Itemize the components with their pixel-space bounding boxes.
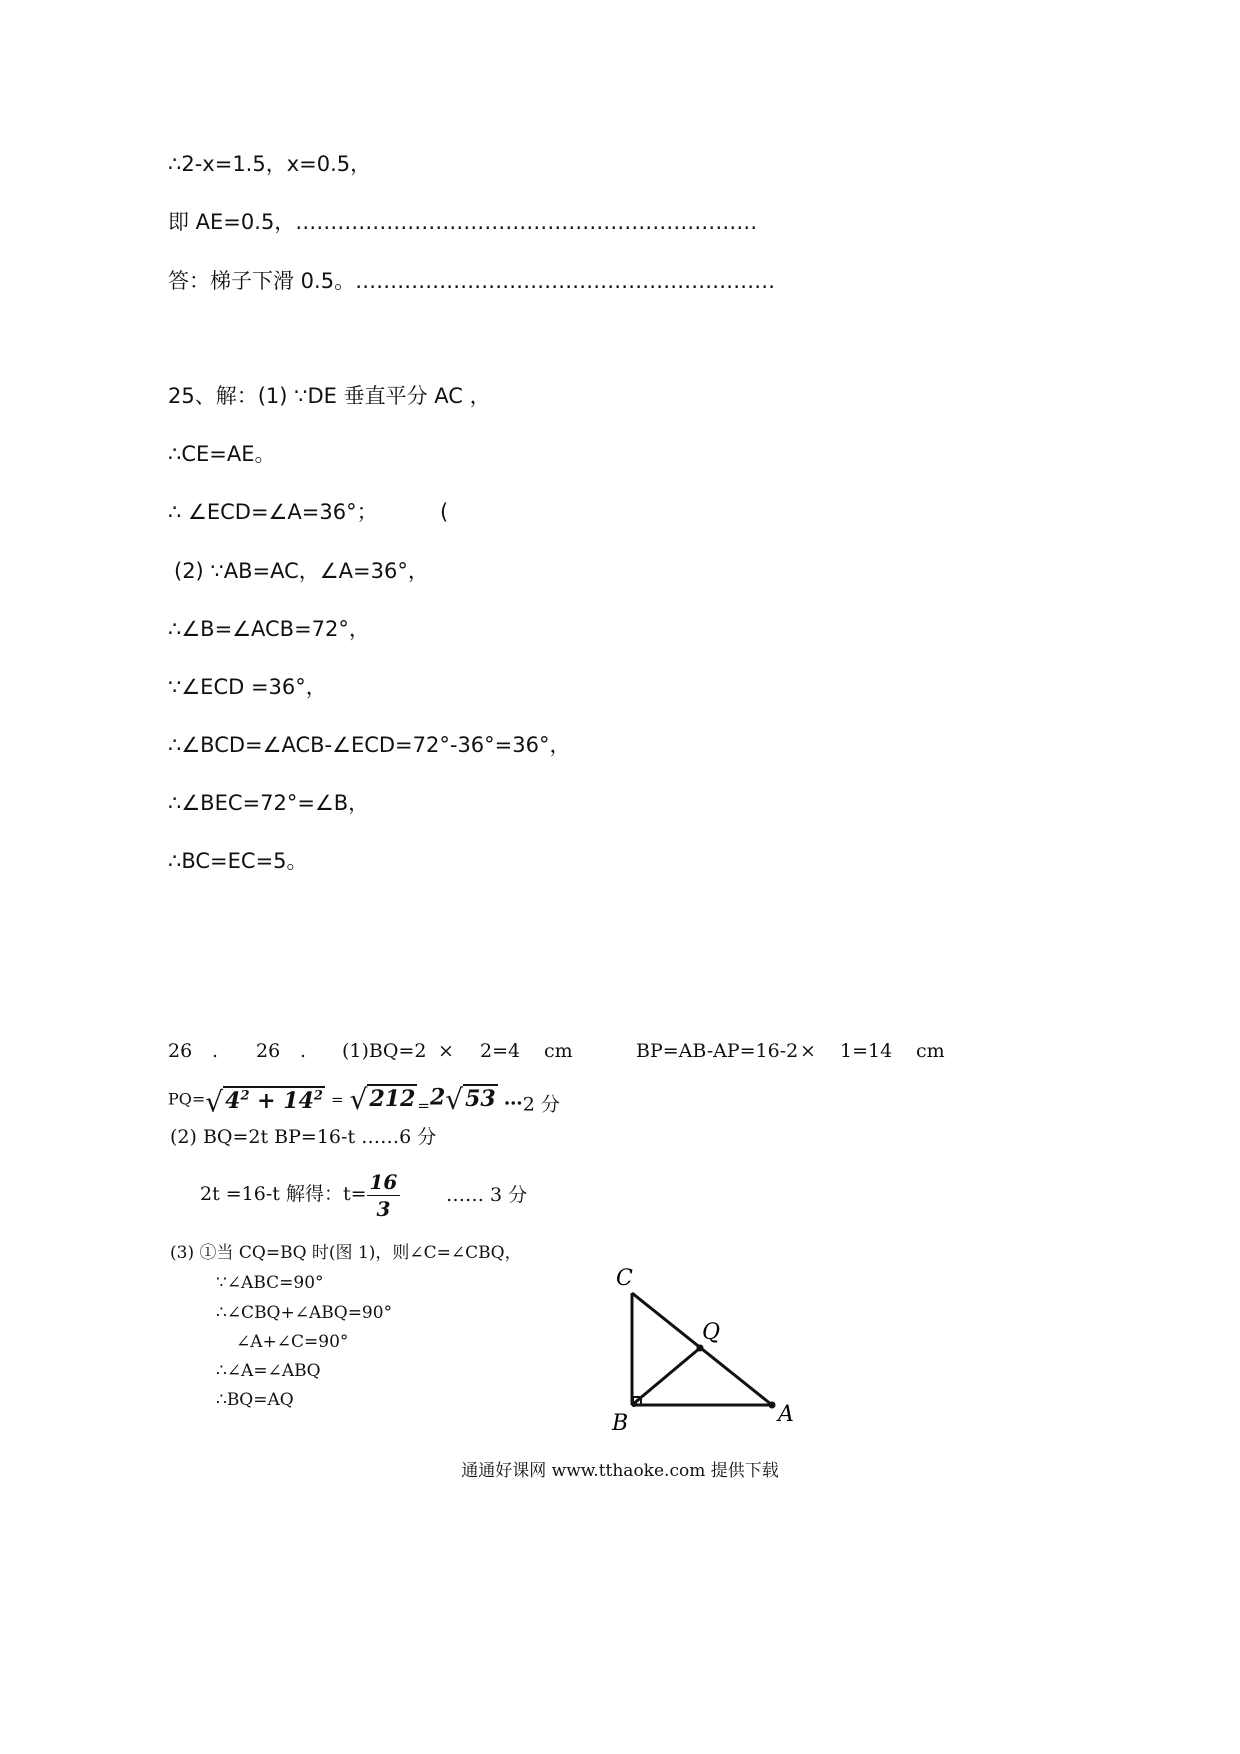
solution-line: ∴∠BCD=∠ACB-∠ECD=72°-36°=36°， [168,733,571,757]
heading-token: BP=AB-AP=16-2 [636,1040,799,1062]
equation-line [200,1166,400,1222]
answer-line: 答：梯子下滑 0.5。…………………………………………………… [168,269,776,293]
solution-line: (2) BQ=2t BP=16-t ……6 分 [170,1126,437,1148]
solution-line: ∴∠BEC=72°=∠B， [168,791,370,815]
point-a [769,1402,776,1409]
page-footer: 通通好课网 www.tthaoke.com 提供下载 [461,1461,779,1481]
denominator: 3 [376,1196,391,1221]
solution-line: ∠A+∠C=90° [236,1332,349,1352]
solution-line: ∵∠ABC=90° [216,1273,324,1293]
solution-line: (2) ∵AB=AC，∠A=36°， [174,559,429,583]
sqrt-expression: √212 [349,1083,416,1117]
coefficient: 2 [429,1084,446,1111]
segment-bq [632,1348,700,1405]
term: 4 [225,1088,241,1115]
solution-line: (3) ①当 CQ=BQ 时(图 1)，则∠C=∠CBQ， [170,1243,522,1263]
equation-text: 2t =16-t 解得：t= [200,1183,367,1205]
label-b: B [612,1411,629,1436]
stray-paren: ( [440,500,449,524]
operator: + [249,1088,284,1115]
pq-formula [168,1078,560,1125]
heading-token: . [300,1040,307,1062]
score: …… 3 分 [446,1184,528,1206]
heading-token: 26 [168,1040,193,1062]
exponent: 2 [313,1089,323,1104]
dots: … [503,1087,523,1110]
heading-token: cm [544,1040,573,1062]
solution-line: ∵∠ECD =36°， [168,675,327,699]
heading-token: . [212,1040,219,1062]
solution-line: ∴BQ=AQ [216,1390,294,1410]
solution-line: 即 AE=0.5，………………………………………………………… [168,210,758,234]
heading-token: × [438,1040,454,1062]
heading-token: 1=14 [840,1040,893,1062]
radical-sign: √ [349,1083,368,1117]
point-q [697,1345,704,1352]
label-q: Q [702,1320,721,1345]
solution-line: ∴∠CBQ+∠ABQ=90° [216,1303,393,1323]
heading-token: × [800,1040,816,1062]
heading-token: 26 [256,1040,281,1062]
label-c: C [616,1266,633,1291]
triangle-figure [600,1255,820,1455]
radical-sign: √ [445,1083,464,1117]
solution-line: ∴CE=AE。 [168,442,276,466]
solution-line: ∴∠B=∠ACB=72°， [168,617,370,641]
heading-token: cm [916,1040,945,1062]
heading-token: 2=4 [480,1040,521,1062]
fraction [367,1169,401,1222]
equals: = [330,1090,344,1109]
score: 2 分 [522,1093,560,1116]
point-b [631,1401,637,1407]
solution-line: ∴ ∠ECD=∠A=36°； [168,500,378,524]
term: 14 [283,1088,314,1115]
problem-25-heading: 25、解：(1) ∵DE 垂直平分 AC ， [168,384,491,408]
equals: = [417,1096,430,1115]
radical-sign: √ [205,1085,224,1119]
solution-line: ∴2-x=1.5，x=0.5， [168,152,372,176]
sqrt-expression: √53 [445,1083,496,1117]
sqrt-expression [205,1078,325,1121]
pq-label: PQ= [168,1089,206,1109]
heading-token: (1)BQ=2 [342,1040,427,1062]
exponent: 2 [240,1089,250,1104]
label-a: A [778,1402,794,1427]
solution-line: ∴∠A=∠ABQ [216,1361,321,1381]
solution-line: ∴BC=EC=5。 [168,849,308,873]
numerator: 16 [367,1169,401,1196]
